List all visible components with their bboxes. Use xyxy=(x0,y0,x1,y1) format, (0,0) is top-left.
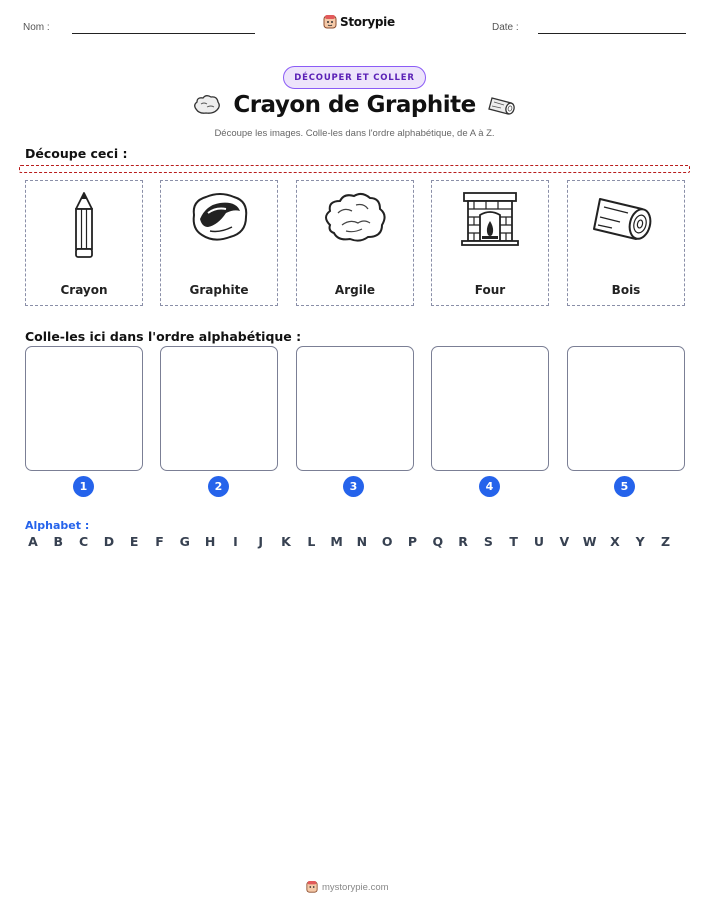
alphabet-letter: Q xyxy=(432,534,444,549)
alphabet-letter: O xyxy=(381,534,393,549)
alphabet-letter: Z xyxy=(660,534,671,549)
alphabet-letter: M xyxy=(330,534,343,549)
page-title: Crayon de Graphite xyxy=(233,92,476,118)
alphabet-letter: C xyxy=(79,534,89,549)
alphabet-letter: F xyxy=(155,534,164,549)
name-label: Nom : xyxy=(23,22,50,33)
number-badge-3: 3 xyxy=(343,476,364,497)
activity-badge: DÉCOUPER ET COLLER xyxy=(283,66,426,89)
alphabet-letter: P xyxy=(407,534,418,549)
paste-box-4[interactable] xyxy=(431,346,549,471)
card-label: Crayon xyxy=(60,283,108,297)
alphabet-letter: S xyxy=(483,534,493,549)
brand-name: Storypie xyxy=(340,15,395,29)
cut-card-crayon[interactable] xyxy=(25,180,143,306)
alphabet-letter: I xyxy=(233,534,238,549)
pencil-icon xyxy=(64,189,104,261)
alphabet-letter: X xyxy=(610,534,620,549)
date-line xyxy=(538,33,686,34)
storypie-mascot-icon xyxy=(323,14,337,30)
storypie-mascot-icon xyxy=(306,880,318,894)
footer-url[interactable]: mystorypie.com xyxy=(322,881,389,893)
card-label: Graphite xyxy=(189,283,249,297)
alphabet-letter: R xyxy=(458,534,468,549)
alphabet-letter: K xyxy=(281,534,291,549)
card-label: Argile xyxy=(334,283,376,297)
alphabet-letter: Y xyxy=(635,534,645,549)
paste-box-5[interactable] xyxy=(567,346,685,471)
footer xyxy=(306,880,389,894)
instructions: Découpe les images. Colle-les dans l'ordre alphabétique, de A à Z. xyxy=(214,128,495,139)
cut-card-graphite[interactable] xyxy=(160,180,278,306)
cut-heading: Découpe ceci : xyxy=(25,146,128,161)
wood-log-icon xyxy=(590,189,662,245)
date-label: Date : xyxy=(492,22,519,33)
clay-icon xyxy=(320,189,390,245)
alphabet-heading: Alphabet : xyxy=(25,519,90,532)
alphabet-letter: N xyxy=(356,534,368,549)
number-badge-1: 1 xyxy=(73,476,94,497)
alphabet-letter: W xyxy=(582,534,597,549)
paste-box-2[interactable] xyxy=(160,346,278,471)
card-label: Four xyxy=(474,283,506,297)
alphabet-letter: L xyxy=(307,534,316,549)
alphabet-letter: U xyxy=(533,534,545,549)
alphabet-letter: D xyxy=(103,534,115,549)
number-badge-5: 5 xyxy=(614,476,635,497)
cut-card-four[interactable] xyxy=(431,180,549,306)
title-row xyxy=(0,92,709,122)
alphabet-letter: A xyxy=(28,534,38,549)
alphabet-letter: G xyxy=(179,534,190,549)
alphabet-letter: B xyxy=(53,534,64,549)
alphabet-letter: E xyxy=(129,534,139,549)
alphabet-letter: T xyxy=(509,534,518,549)
alphabet-letter: J xyxy=(258,534,264,549)
cut-line xyxy=(19,165,690,173)
number-badge-4: 4 xyxy=(479,476,500,497)
graphite-rock-icon xyxy=(186,189,252,245)
card-label: Bois xyxy=(611,283,641,297)
paste-heading: Colle-les ici dans l'ordre alphabétique : xyxy=(25,329,302,344)
name-line xyxy=(72,33,255,34)
paste-box-3[interactable] xyxy=(296,346,414,471)
wood-log-icon xyxy=(486,93,518,117)
alphabet-row xyxy=(25,534,685,550)
paste-box-1[interactable] xyxy=(25,346,143,471)
brand-logo xyxy=(323,14,395,30)
number-badge-2: 2 xyxy=(208,476,229,497)
cut-card-argile[interactable] xyxy=(296,180,414,306)
kiln-oven-icon xyxy=(460,189,520,247)
alphabet-letter: V xyxy=(559,534,570,549)
cut-card-bois[interactable] xyxy=(567,180,685,306)
alphabet-letter: H xyxy=(204,534,216,549)
